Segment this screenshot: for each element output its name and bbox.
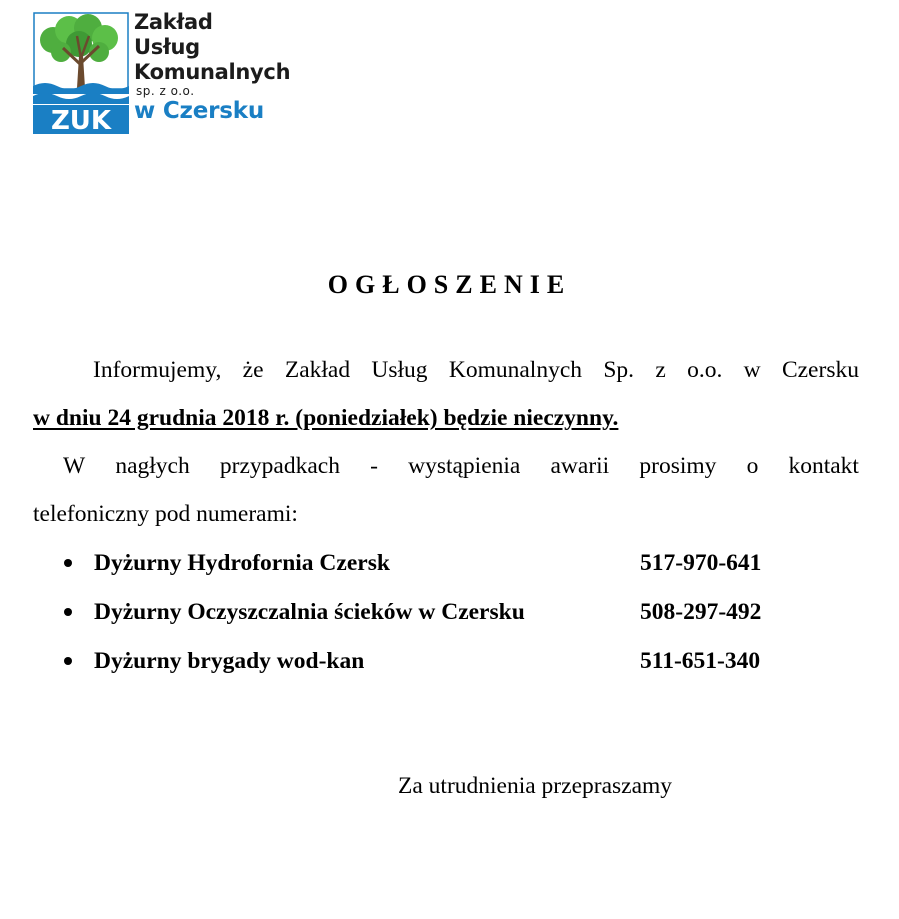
duty-name: Dyżurny Hydrofornia Czersk	[94, 550, 390, 576]
logo-wordmark	[134, 10, 290, 124]
intro-word: w	[743, 357, 761, 383]
duty-name: Dyżurny Oczyszczalnia ścieków w Czersku	[94, 599, 525, 625]
emergency-word: przypadkach	[219, 453, 340, 479]
closing-remark: Za utrudnienia przepraszamy	[398, 773, 673, 799]
emergency-word: kontakt	[788, 453, 859, 479]
emergency-paragraph	[33, 442, 859, 538]
emergency-word: awarii	[550, 453, 610, 479]
intro-word: Czersku	[781, 357, 859, 383]
emergency-word: -	[370, 453, 378, 479]
logo-badge: ZUK	[50, 106, 112, 134]
logo-line-4: sp. z o.o.	[136, 84, 195, 98]
intro-word: Usług	[371, 357, 428, 383]
closure-notice: w dniu 24 grudnia 2018 r. (poniedziałek) będzie nieczynny.	[33, 405, 619, 431]
emergency-line	[33, 442, 859, 490]
duty-contact-list	[62, 540, 822, 687]
list-item	[62, 638, 822, 687]
tree-water-logo-icon	[33, 12, 129, 134]
intro-word: z	[655, 357, 666, 383]
list-item	[62, 540, 822, 589]
emergency-word: W	[63, 453, 86, 479]
intro-line	[33, 346, 859, 394]
logo-line-1: Zakład	[134, 10, 213, 34]
intro-word: Komunalnych	[448, 357, 583, 383]
logo-line-5: w Czersku	[134, 98, 265, 124]
emergency-line-2: telefoniczny pod numerami:	[33, 501, 298, 527]
duty-phone[interactable]: 511-651-340	[640, 648, 761, 674]
intro-word: Zakład	[284, 357, 351, 383]
emergency-word: o	[746, 453, 759, 479]
intro-word: o.o.	[687, 357, 723, 383]
intro-word: że	[242, 357, 264, 383]
bullet-icon	[64, 657, 72, 665]
logo-line-2: Usług	[134, 35, 200, 59]
duty-phone[interactable]: 508-297-492	[640, 599, 762, 625]
emergency-word: prosimy	[639, 453, 717, 479]
intro-word: Sp.	[603, 357, 635, 383]
list-item	[62, 589, 822, 638]
emergency-word: wystąpienia	[408, 453, 521, 479]
intro-paragraph	[33, 346, 859, 442]
announcement-title: OGŁOSZENIE	[327, 270, 572, 299]
emergency-word: nagłych	[115, 453, 190, 479]
bullet-icon	[64, 608, 72, 616]
company-logo	[33, 8, 333, 136]
logo-line-3: Komunalnych	[134, 60, 291, 84]
duty-phone[interactable]: 517-970-641	[640, 550, 762, 576]
duty-name: Dyżurny brygady wod-kan	[94, 648, 365, 674]
bullet-icon	[64, 559, 72, 567]
intro-word: Informujemy,	[93, 357, 222, 383]
